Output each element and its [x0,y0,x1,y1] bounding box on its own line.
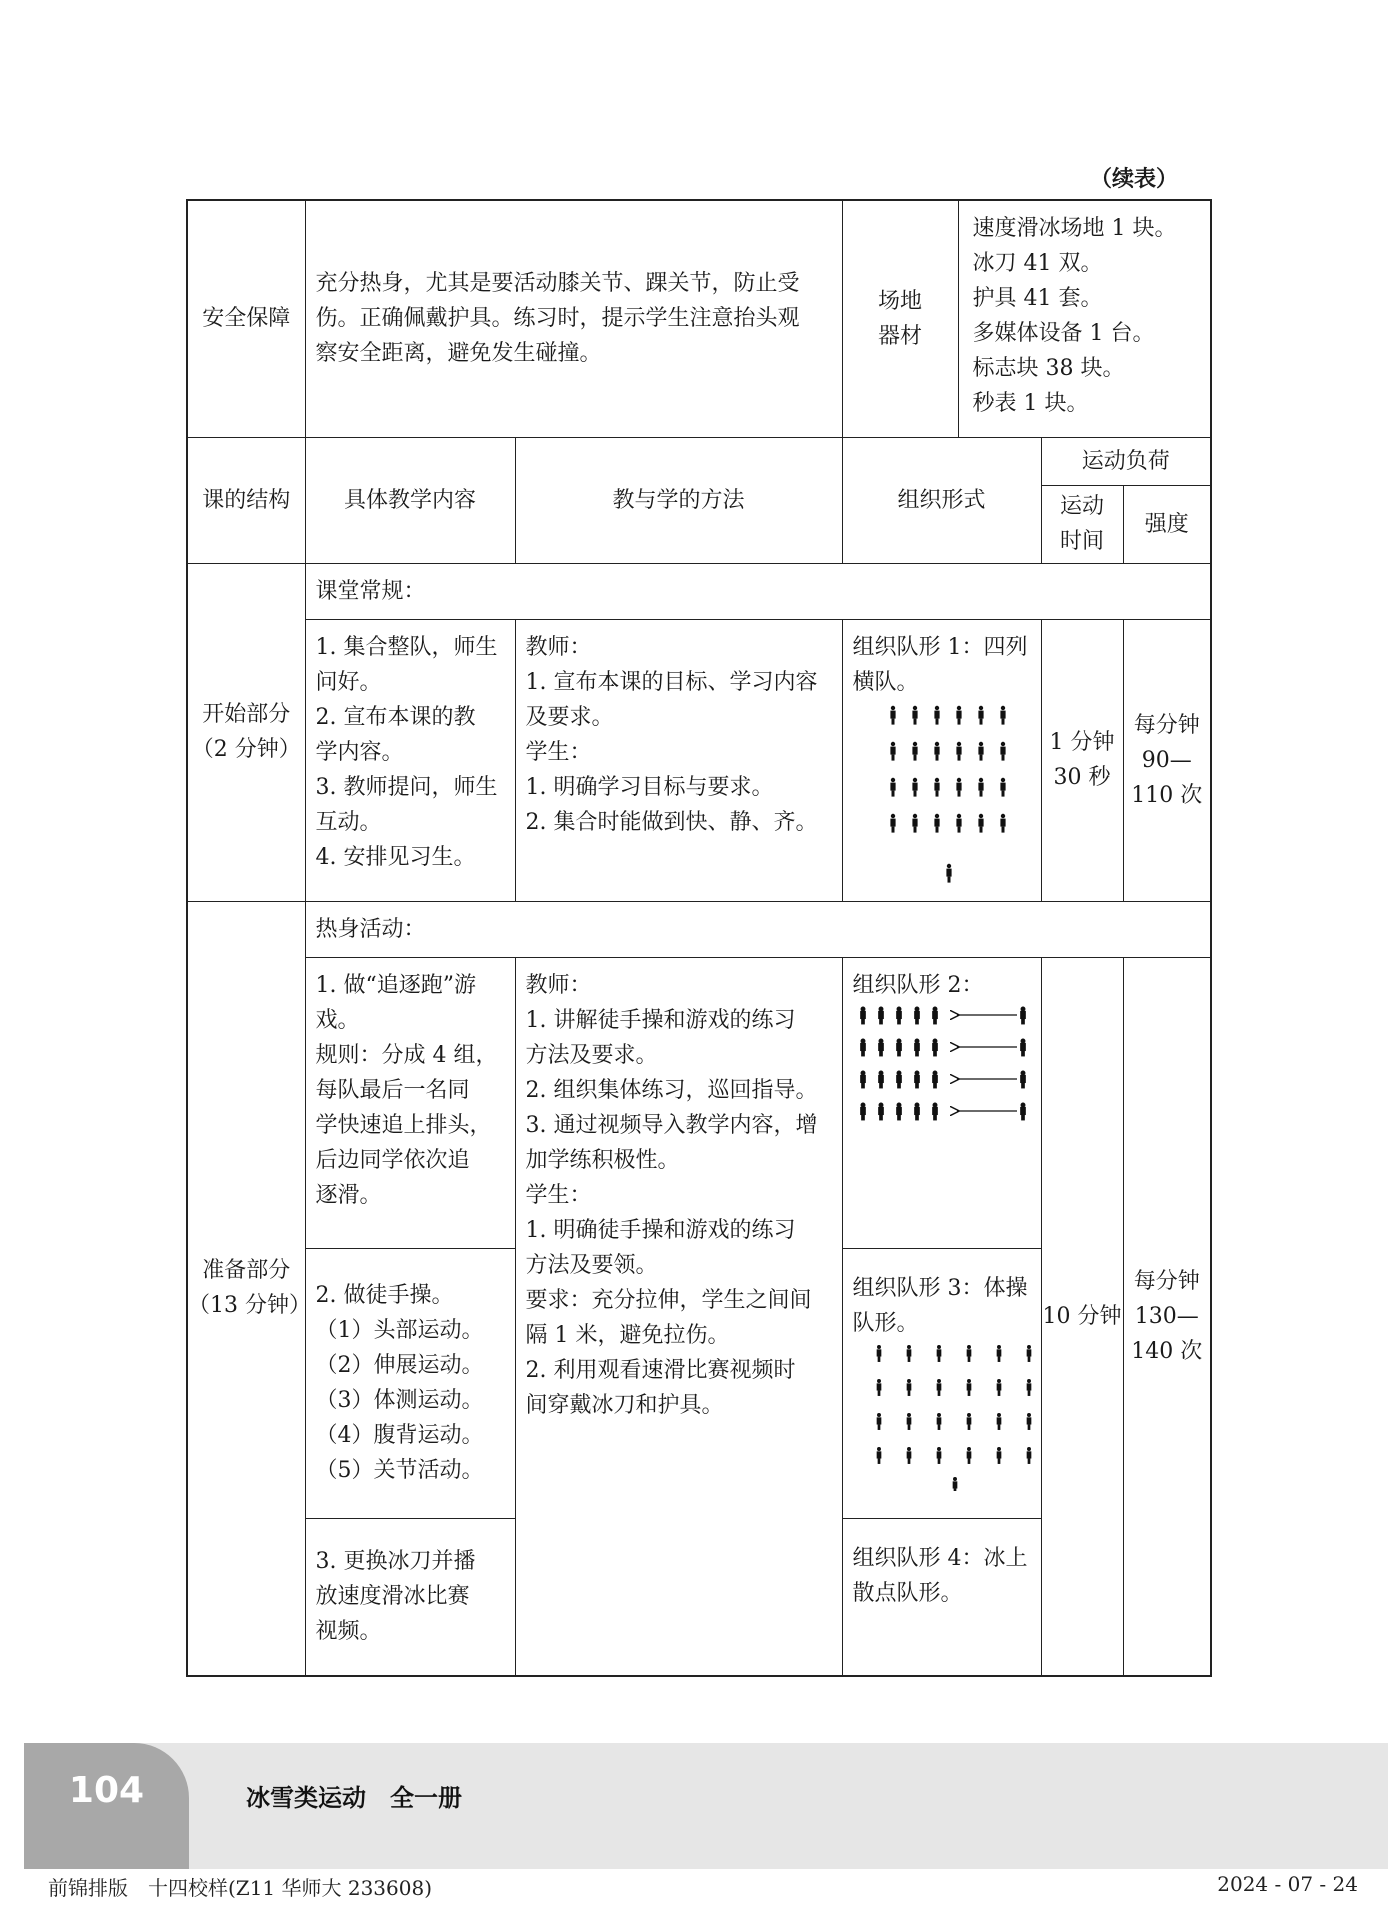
formation-3-cell: 组织队形 3：体操 队形。 [842,1248,1041,1518]
student-figure [1026,1413,1031,1430]
student-figure [860,1071,865,1088]
student-figure [906,1447,911,1464]
teacher-figure [946,863,951,882]
student-figure [966,1345,971,1362]
student-figure [956,741,961,760]
student-figure [934,741,939,760]
student-figure [966,1379,971,1396]
header-load: 运动负荷 [1041,437,1211,485]
student-figure [914,1039,919,1056]
student-figure [936,1379,941,1396]
prep-content-3: 3. 更换冰刀并播 放速度滑冰比赛 视频。 [305,1518,515,1676]
formation-2-cell: 组织队形 2： [842,957,1041,1248]
header-content: 具体教学内容 [305,437,515,563]
student-figure [932,1071,937,1088]
prep-time: 10 分钟 [1041,957,1123,1676]
student-figure [912,705,917,724]
prep-content-2: 2. 做徒手操。 （1）头部运动。 （2）伸展运动。 （3）体测运动。 （4）腹背运动。 （5）关节活动。 [305,1248,515,1518]
formation-3-diagram [853,1341,1033,1491]
student-figure [890,741,895,760]
formation-1-diagram [853,700,1031,890]
venue-label: 场地 器材 [842,200,958,437]
student-figure [1026,1379,1031,1396]
student-figure [914,1071,919,1088]
student-figure [876,1447,881,1464]
student-figure [896,1071,901,1088]
student-figure [876,1413,881,1430]
start-time: 1 分钟 30 秒 [1041,619,1123,901]
student-figure [890,705,895,724]
chaser-figure [1020,1103,1025,1120]
prep-label: 准备部分 （13 分钟） [187,901,305,1676]
student-figure [956,813,961,832]
student-figure [878,1007,883,1024]
student-figure [860,1007,865,1024]
student-figure [876,1379,881,1396]
formation-1-cell: 组织队形 1：四列 横队。 [842,619,1041,901]
student-figure [878,1039,883,1056]
lesson-plan-table [186,199,1212,1677]
start-label: 开始部分 （2 分钟） [187,563,305,901]
student-figure [966,1447,971,1464]
student-figure [966,1413,971,1430]
student-figure [996,1345,1001,1362]
student-figure [1000,705,1005,724]
student-figure [890,777,895,796]
student-figure [932,1103,937,1120]
prep-content-1: 1. 做“追逐跑”游 戏。 规则：分成 4 组， 每队最后一名同 学快速追上排头， 后边同学依次追 逐滑。 [305,957,515,1248]
header-structure: 课的结构 [187,437,305,563]
student-figure [878,1103,883,1120]
student-figure [996,1447,1001,1464]
equipment-list: 速度滑冰场地 1 块。 冰刀 41 双。 护具 41 套。 多媒体设备 1 台。 标志块 38 块。 秒表 1 块。 [958,200,1211,437]
student-figure [978,705,983,724]
student-figure [906,1379,911,1396]
student-figure [860,1103,865,1120]
student-figure [906,1345,911,1362]
student-figure [912,777,917,796]
student-figure [860,1039,865,1056]
chaser-figure [1020,1039,1025,1056]
student-figure [996,1413,1001,1430]
student-figure [934,813,939,832]
safety-label: 安全保障 [187,200,305,437]
prep-warmup: 热身活动： [305,901,1211,957]
student-figure [906,1413,911,1430]
student-figure [890,813,895,832]
student-figure [932,1039,937,1056]
student-figure [912,741,917,760]
student-figure [934,705,939,724]
start-routine: 课堂常规： [305,563,1211,619]
header-time: 运动 时间 [1041,485,1123,563]
formation-2-diagram [853,1003,1033,1123]
student-figure [896,1007,901,1024]
header-intensity: 强度 [1123,485,1211,563]
student-figure [914,1007,919,1024]
formation-4-cell: 组织队形 4：冰上 散点队形。 [842,1518,1041,1676]
student-figure [936,1345,941,1362]
student-figure [934,777,939,796]
book-title: 冰雪类运动 全一册 [246,1784,462,1812]
start-content: 1. 集合整队，师生 问好。 2. 宣布本课的教 学内容。 3. 教师提问，师生 互动。 4. 安排见习生。 [305,619,515,901]
imprint-info: 前锦排版 十四校样(Z11 华师大 233608) [48,1876,433,1900]
student-figure [978,813,983,832]
student-figure [996,1379,1001,1396]
student-figure [896,1039,901,1056]
header-organization: 组织形式 [842,437,1041,563]
student-figure [978,741,983,760]
student-figure [878,1071,883,1088]
student-figure [896,1103,901,1120]
student-figure [1026,1345,1031,1362]
start-intensity: 每分钟 90— 110 次 [1123,619,1211,901]
chaser-figure [1020,1071,1025,1088]
student-figure [936,1447,941,1464]
footer-band [24,1743,1388,1869]
imprint-date: 2024 - 07 - 24 [1217,1872,1358,1896]
page-number: 104 [68,1770,145,1811]
student-figure [876,1345,881,1362]
student-figure [912,813,917,832]
student-figure [978,777,983,796]
student-figure [956,777,961,796]
continuation-label: （续表） [1090,167,1179,192]
start-method: 教师： 1. 宣布本课的目标、学习内容 及要求。 学生： 1. 明确学习目标与要求。 2. 集合时能做到快、静、齐。 [515,619,842,901]
student-figure [914,1103,919,1120]
prep-method: 教师： 1. 讲解徒手操和游戏的练习 方法及要求。 2. 组织集体练习，巡回指导。 3. 通过视频导入教学内容，增 加学练积极性。 学生： 1. 明确徒手操和游戏的练习 方法及要领。 要求：充分拉伸，学生之间间 隔 1 米，避免拉伤。 2. 利用观看速滑比赛视频时 间穿戴冰刀和护具。 [515,957,842,1676]
prep-intensity: 每分钟 130— 140 次 [1123,957,1211,1676]
student-figure [1000,813,1005,832]
header-method: 教与学的方法 [515,437,842,563]
student-figure [1026,1447,1031,1464]
student-figure [932,1007,937,1024]
safety-text: 充分热身，尤其是要活动膝关节、踝关节，防止受 伤。正确佩戴护具。练习时，提示学生注意抬头观 察安全距离，避免发生碰撞。 [305,200,842,437]
student-figure [1000,777,1005,796]
chaser-figure [1020,1007,1025,1024]
student-figure [956,705,961,724]
teacher-figure [952,1477,957,1491]
student-figure [936,1413,941,1430]
student-figure [1000,741,1005,760]
